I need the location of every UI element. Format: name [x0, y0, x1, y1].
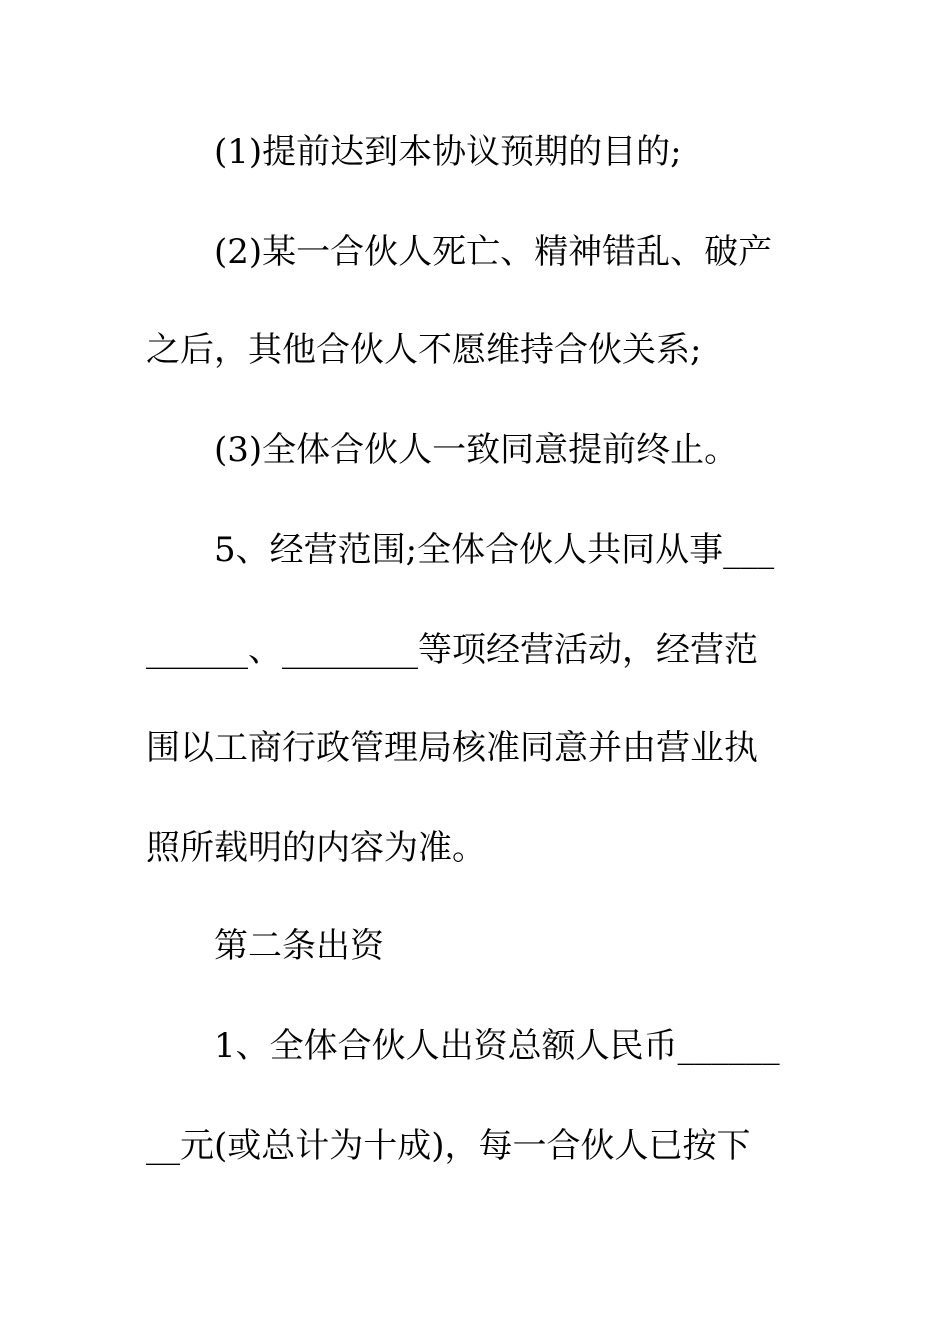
clause-item-2: (2)某一合伙人死亡、精神错乱、破产 [214, 232, 773, 272]
business-scope-continued-1: ______、________等项经营活动，经营范 [146, 630, 758, 670]
business-scope-paragraph: 5、经营范围;全体合伙人共同从事___ [214, 530, 775, 570]
capital-paragraph-continued: __元(或总计为十成)，每一合伙人已按下 [146, 1126, 751, 1166]
clause-item-2-continued: 之后，其他合伙人不愿维持合伙关系; [146, 330, 702, 370]
capital-paragraph: 1、全体合伙人出资总额人民币______ [214, 1026, 780, 1066]
article-heading: 第二条出资 [214, 926, 384, 966]
business-scope-continued-3: 照所载明的内容为准。 [146, 828, 486, 868]
business-scope-continued-2: 围以工商行政管理局核准同意并由营业执 [146, 728, 758, 768]
clause-item-1: (1)提前达到本协议预期的目的; [214, 132, 682, 172]
clause-item-3: (3)全体合伙人一致同意提前终止。 [214, 430, 739, 470]
